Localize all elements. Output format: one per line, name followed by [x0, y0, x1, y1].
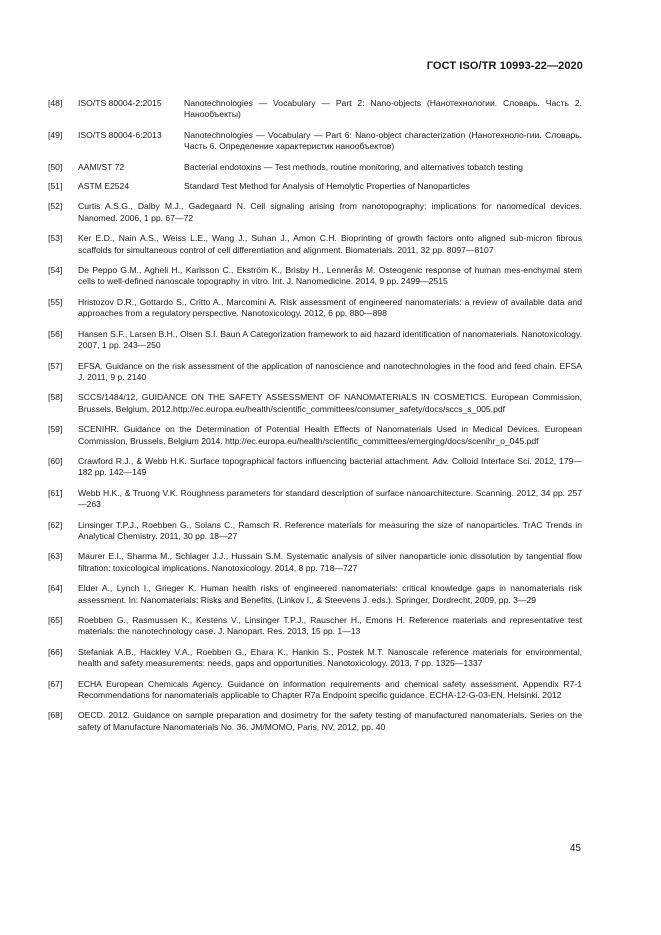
reference-list: [48, 98, 582, 733]
reference-number: [61]: [48, 487, 63, 498]
reference-text: OECD. 2012. Guidance on sample preparation and dosimetry for the safety testing of manufactured nanomaterials. Series on the safety of Manufacture Nanomaterials No. 36. JM/MOMO, Paris, NV, 2012, pp. 40: [78, 710, 582, 732]
reference-text: Hristozov D.R., Gottardo S., Critto A., Marcomini A. Risk assessment of engineered nanomaterials: a review of available data and approaches from a regulatory perspective. Nanotoxicology. 2012, 6 pp. 880—898: [78, 296, 582, 319]
reference-item: [48, 679, 582, 702]
reference-item: [48, 456, 582, 479]
reference-item: [48, 488, 582, 511]
reference-text: Roebben G., Rasmussen K., Kestens V., Linsinger T.P.J., Rauscher H., Emons H. Reference materials and representative test materials: the nanotechnology case. J. Nanopart. Res. 2013, 15 pp. 1—13: [78, 615, 582, 637]
reference-item: [48, 392, 582, 415]
reference-item: [48, 265, 582, 288]
reference-text: Elder A., Lynch I., Grieger K. Human health risks of engineered nanomaterials: critical knowledge gaps in nanomaterials risk assessment. In: Nanomaterials: Risks and Benefits, (Linkov I., & Steevens J. eds.). Springer, Dordrecht, 2009, pp. 3—29: [78, 583, 582, 605]
reference-item: [48, 181, 582, 192]
reference-item: [48, 329, 582, 352]
reference-item: [48, 583, 582, 606]
reference-text: De Peppo G.M., Agheli H., Karlsson C., Ekström K., Brisby H., Lennerås M. Osteogenic response of human mes-enchymal stem cells to well-defined nanoscale topography in vitro. Int. J. Nanomedicine. 2014, 9 pp. 2499—2515: [78, 265, 582, 287]
reference-text: Bacterial endotoxins — Test methods, routine monitoring, and alternatives tobatch testing: [184, 161, 524, 172]
reference-item: [48, 710, 582, 733]
reference-number: [52]: [48, 201, 63, 212]
reference-text: EFSA. Guidance on the risk assessment of the application of nanoscience and nanotechnologies in the food and feed chain. EFSA J. 2011, 9 p. 2140: [78, 360, 582, 382]
reference-item: [48, 551, 582, 574]
reference-number: [64]: [48, 583, 63, 594]
reference-code: ASTM E2524: [78, 181, 130, 192]
reference-text: Nanotechnologies — Vocabulary — Part 2: Nano-objects (Нанотехнологии. Словарь. Часть 2. Нанообъекты): [184, 98, 582, 120]
reference-text: SCCS/1484/12, GUIDANCE ON THE SAFETY ASSESSMENT OF NANOMATERIALS IN COSMETICS. European Commission, Brussels, Belgium, 2012.http://ec.europa.eu/health/scientific_committees/consumer_safety/docs/sccs_s_005.pdf: [78, 392, 582, 414]
reference-code: ISO/TS 80004-2:2015: [78, 98, 162, 108]
reference-number: [67]: [48, 678, 63, 689]
reference-number: [66]: [48, 646, 63, 657]
reference-text: Standard Test Method for Analysis of Hemolytic Properties of Nanoparticles: [184, 181, 470, 192]
reference-item: [48, 233, 582, 256]
reference-number: [49]: [48, 129, 63, 140]
reference-item: [48, 647, 582, 670]
reference-item: [48, 361, 582, 384]
reference-item: [48, 98, 582, 121]
reference-number: [55]: [48, 296, 63, 307]
document-header: ГОСТ ISO/TR 10993-22—2020: [426, 60, 583, 72]
reference-number: [57]: [48, 360, 63, 371]
reference-number: [65]: [48, 615, 63, 625]
reference-code: AAMI/ST 72: [78, 161, 125, 172]
reference-number: [58]: [48, 392, 63, 403]
reference-number: [54]: [48, 265, 63, 276]
reference-number: [56]: [48, 328, 63, 339]
reference-text: Crawford R.J., & Webb H.K. Surface topographical factors influencing bacterial attachment. Adv. Colloid Interface Sci. 2012, 179—182 pp. 142—149: [78, 455, 582, 478]
reference-text: Stefaniak A.B., Hackley V.A., Roebben G., Ehara K., Hankin S., Postek M.T. Nanoscale reference materials for environmental, health and safety measurements: needs, gaps and opportunities. Nanotoxicology. 2013, 7 pp. 1325—1337: [78, 646, 582, 669]
reference-text: Maurer E.I., Sharma M., Schlager J.J., Hussain S.M. Systematic analysis of silver nanoparticle ionic dissolution by tangential flow filtration: toxicological implications. Nanotoxicology. 2014, 8 pp. 718—727: [78, 551, 582, 573]
reference-item: [48, 297, 582, 320]
reference-text: Linsinger T.P.J., Roebben G., Solans C., Ramsch R. Reference materials for measuring the size of nanoparticles. TrAC Trends in Analytical Chemistry. 2011, 30 pp. 18—27: [78, 519, 582, 541]
reference-number: [53]: [48, 233, 63, 244]
reference-item: [48, 201, 582, 224]
reference-number: [51]: [48, 181, 63, 192]
reference-number: [50]: [48, 161, 63, 172]
reference-text: ECHA European Chemicals Agency. Guidance on information requirements and chemical safety assessment. Appendix R7-1 Recommendations for nanomaterials applicable to Chapter R7a Endpoint specific guidance. ECHA-12-G-03-EN, Helsinki. 2012: [78, 678, 582, 701]
reference-number: [48]: [48, 98, 63, 108]
reference-text: Nanotechnologies — Vocabulary — Part 6: Nano-object characterization (Нанотехноло-гии. Словарь. Часть 6. Определение характеристик нанообъектов): [184, 129, 582, 152]
reference-item: [48, 130, 582, 153]
page-number: 45: [569, 843, 581, 854]
reference-text: Curtis A.S.G., Dalby M.J., Gadegaard N. Cell signaling arising from nanotopography: implications for nanomedical devices. Nanomed. 2006, 1 pp. 67—72: [78, 201, 582, 223]
reference-number: [63]: [48, 551, 63, 562]
reference-number: [60]: [48, 455, 63, 466]
reference-number: [62]: [48, 519, 63, 530]
reference-item: [48, 424, 582, 447]
reference-text: Ker E.D., Nain A.S., Weiss L.E., Wang J., Suhan J., Amon C.H. Bioprinting of growth factors onto aligned sub-micron fibrous scaffolds for simultaneous control of cell differentiation and alignment. Biomaterials. 2011, 32 pp. 8097—8107: [78, 233, 582, 255]
reference-text: Hansen S.F., Larsen B.H., Olsen S.I. Baun A Categorization framework to aid hazard identification of nanomaterials. Nanotoxicology. 2007, 1 pp. 243—250: [78, 328, 582, 351]
reference-code: ISO/TS 80004-6:2013: [78, 129, 162, 140]
reference-text: SCENIHR. Guidance on the Determination of Potential Health Effects of Nanomaterials Used in Medical Devices. European Commission, Brussels, Belgium 2014. http://ec.europa.eu/health/scientific_committees/emerging/docs/scenihr_o_045.pdf: [78, 424, 582, 446]
reference-item: [48, 162, 582, 173]
reference-number: [68]: [48, 710, 63, 721]
reference-number: [59]: [48, 424, 63, 435]
reference-item: [48, 520, 582, 543]
reference-text: Webb H.K., & Truong V.K. Roughness parameters for standard description of surface nanoarchitecture. Scanning. 2012, 34 pp. 257—263: [78, 487, 582, 510]
reference-item: [48, 615, 582, 638]
